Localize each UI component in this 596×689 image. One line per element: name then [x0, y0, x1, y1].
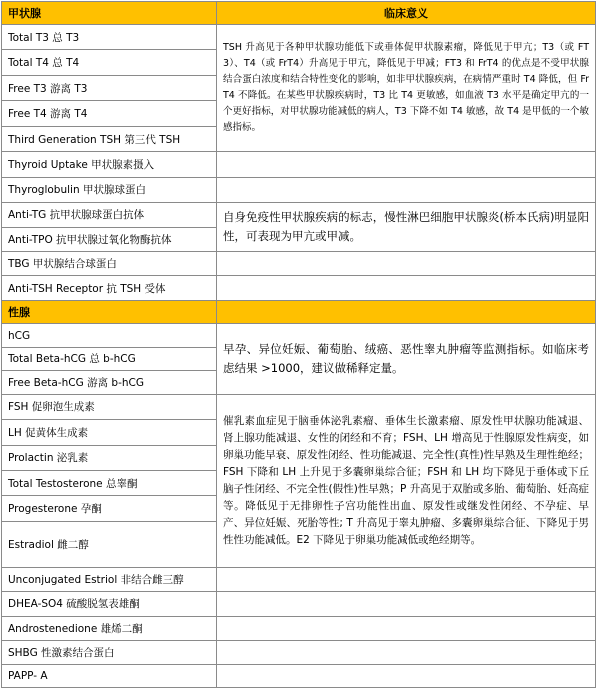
empty-cell: [217, 276, 596, 300]
test-item: LH 促黄体生成素: [2, 420, 217, 445]
empty-cell: [217, 567, 596, 591]
empty-cell: [217, 616, 596, 640]
test-item: Estradiol 雌二醇: [2, 521, 217, 567]
test-item: Total T4 总 T4: [2, 50, 217, 75]
test-item: Thyroglobulin 甲状腺球蛋白: [2, 177, 217, 202]
test-item: Free T3 游离 T3: [2, 75, 217, 100]
autoimmune-note: 自身免疫性甲状腺疾病的标志，慢性淋巴细胞甲状腺炎(桥本氏病)明显阳性，可表现为甲亢或甲减。: [217, 203, 596, 252]
clinical-significance-table: [1, 1, 596, 688]
test-item: FSH 促卵泡生成素: [2, 394, 217, 419]
test-item: Androstenedione 雄烯二酮: [2, 616, 217, 640]
test-item: Total T3 总 T3: [2, 25, 217, 50]
test-item: Anti-TG 抗甲状腺球蛋白抗体: [2, 203, 217, 227]
test-item: Progesterone 孕酮: [2, 496, 217, 521]
test-item: Free Beta-hCG 游离 b-hCG: [2, 371, 217, 394]
empty-cell: [217, 177, 596, 202]
hcg-note: 早孕、异位妊娠、葡萄胎、绒癌、恶性睾丸肿瘤等监测指标。如临床考虑结果 >1000，建议做稀释定量。: [217, 324, 596, 394]
test-item: Anti-TSH Receptor 抗 TSH 受体: [2, 276, 217, 300]
empty-cell: [217, 592, 596, 616]
test-item: hCG: [2, 324, 217, 347]
gonad-section-title: 性腺: [2, 300, 217, 323]
gonad-section-fill: [217, 300, 596, 323]
test-item: Prolactin 泌乳素: [2, 445, 217, 470]
empty-cell: [217, 641, 596, 665]
test-item: PAPP- A: [2, 665, 217, 688]
test-item: DHEA-SO4 硫酸脱氢表雄酮: [2, 592, 217, 616]
test-item: Unconjugated Estriol 非结合雌三醇: [2, 567, 217, 591]
test-item: Thyroid Uptake 甲状腺素摄入: [2, 152, 217, 177]
test-item: Total Testosterone 总睾酮: [2, 470, 217, 495]
empty-cell: [217, 665, 596, 688]
empty-cell: [217, 152, 596, 177]
test-item: SHBG 性激素结合蛋白: [2, 641, 217, 665]
test-item: Total Beta-hCG 总 b-hCG: [2, 347, 217, 370]
tsh-note: TSH 升高见于各种甲状腺功能低下或垂体促甲状腺素瘤，降低见于甲亢；T3（或 FT3）、T4（或 FrT4）升高见于甲亢，降低见于甲减；FT3 和 FrT4 的优点是不受甲状腺结合蛋白浓度和结合特性变化的影响，如非甲状腺疾病，在病情严重时 T4 降低，但 FrT4 不降低。在某些甲状腺疾病时，T3 比 T4 更敏感，如血液 T3 水平是确定甲亢的一个更好指标，对甲状腺功能减低的病人，T3 下降不如 T4 敏感，故 T4 是甲低的一个敏感指标。: [217, 25, 596, 152]
test-item: Third Generation TSH 第三代 TSH: [2, 126, 217, 151]
empty-cell: [217, 252, 596, 276]
test-item: TBG 甲状腺结合球蛋白: [2, 252, 217, 276]
thyroid-header: 甲状腺: [2, 2, 217, 25]
hormone-note: 催乳素血症见于脑垂体泌乳素瘤、垂体生长激素瘤、原发性甲状腺功能减退、肾上腺功能减退、女性的闭经和不育；FSH、LH 增高见于性腺原发性病变，如卵巢功能早衰、原发性闭经、性功能减退、完全性(真性)性早熟及生理性绝经；FSH 下降和 LH 上升见于多囊卵巢综合征；FSH 和 LH 均下降见于垂体或下丘脑子性闭经、不完全性(假性)性早熟；P 升高见于双胎或多胎、葡萄胎、妊高症等。降低见于无排卵性子宫功能性出血、原发性或继发性闭经、不孕症、早产、异位妊娠、死胎等性; T 升高见于睾丸肿瘤、多囊卵巢综合征、下降见于男性性功能减低。E2 下降见于卵巢功能减低或绝经期等。: [217, 394, 596, 567]
clinical-meaning-header: 临床意义: [217, 2, 596, 25]
test-item: Anti-TPO 抗甲状腺过氧化物酶抗体: [2, 227, 217, 251]
test-item: Free T4 游离 T4: [2, 101, 217, 126]
